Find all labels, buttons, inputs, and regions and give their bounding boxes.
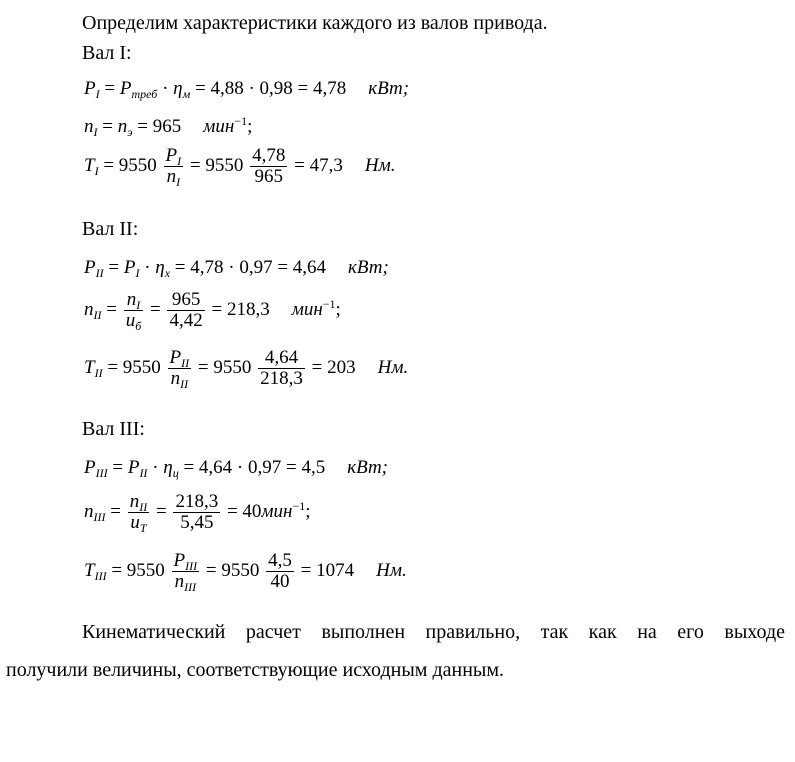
shaft-2-title: Вал II: [82,218,139,240]
shaft-2-speed-formula: $n_{II}$ = $\frac{n_I}{u_б}$ = $\frac{965}{4,42}$ = 218,3 мин$^{-1}$; [84,289,341,333]
shaft-1-title: Вал I: [82,42,132,64]
conclusion-line-1: Кинематический расчет выполнен правильно, так как на его выходе [82,621,785,643]
heading: Определим характеристики каждого из валов привода. [82,12,548,34]
shaft-3-title: Вал III: [82,418,145,440]
shaft-3-speed-formula: $n_{III}$ = $\frac{n_{II}}{u_Т}$ = $\frac{218,3}{5,45}$ = 40мин$^{-1}$; [84,491,311,535]
shaft-3-torque-formula: $T_{III} = 9550$ $\frac{P_{III}}{n_{III}}$ = 9550 $\frac{4,5}{40}$ = 1074 Нм. [84,550,407,594]
shaft-2-power-formula: $P_{II} = P_I \cdot \eta_x = 4,78 \cdot 0,97 = 4,64$ кВт; [84,257,389,280]
shaft-1-power-formula: $P_I = P_{треб} \cdot \eta_м = 4,88 \cdot 0,98 = 4,78$ кВт; [84,78,410,101]
shaft-1-torque-formula: $T_I = 9550$ $\frac{P_I}{n_I}$ = 9550 $\frac{4,78}{965}$ = 47,3 Нм. [84,145,396,189]
shaft-2-torque-formula: $T_{II} = 9550$ $\frac{P_{II}}{n_{II}}$ = 9550 $\frac{4,64}{218,3}$ = 203 Нм. [84,347,409,391]
conclusion-line-2: получили величины, соответствующие исходным данным. [6,659,504,681]
shaft-3-power-formula: $P_{III} = P_{II} \cdot \eta_ц = 4,64 \cdot 0,97 = 4,5$ кВт; [84,457,388,480]
shaft-1-speed-formula: $n_I = n_э = 965$ мин$^{-1}$; [84,114,253,139]
